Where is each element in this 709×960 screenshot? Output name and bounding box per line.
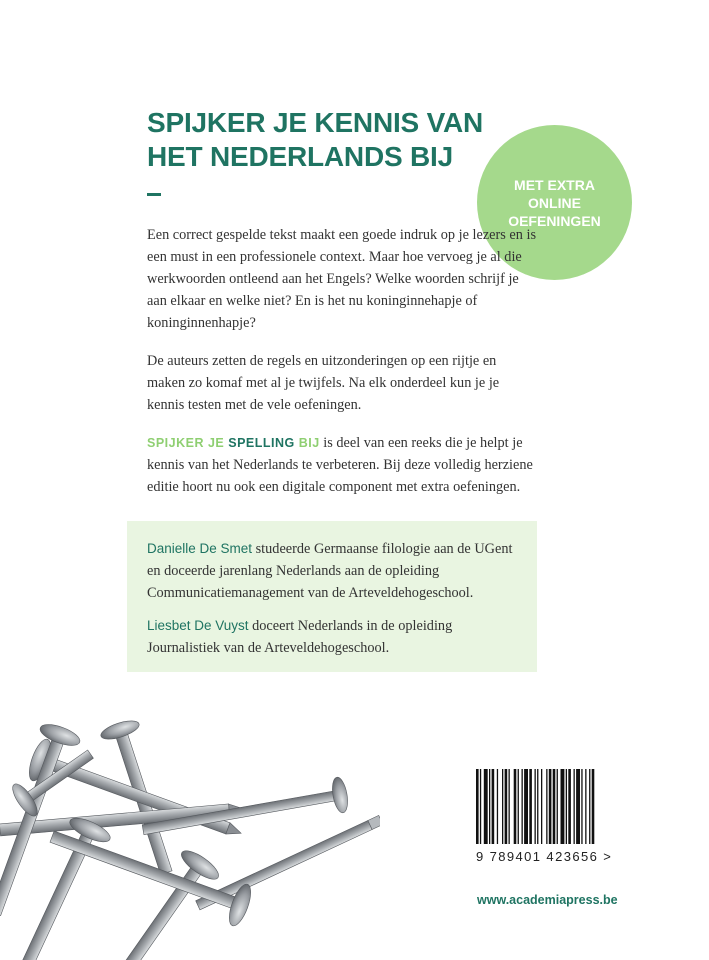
author-bio-2-text: doceert Nederlands in de opleiding Journalistiek van de Arteveldehogeschool. (147, 618, 453, 656)
isbn-number: 9 789401 423656 > (476, 849, 613, 864)
headline-dash (147, 193, 161, 196)
barcode (474, 769, 634, 844)
barcode-bar (576, 769, 580, 844)
blurb-paragraph-3-text: is deel van een reeks die je helpt je kennis van het Nederlands te verbeteren. Bij deze volledig herziene editie hoort nu ook een digitale component met extra oefeningen. (147, 435, 533, 495)
badge-line-3: OEFENINGEN (508, 212, 601, 229)
barcode-bar (529, 769, 532, 844)
barcode-bar (568, 769, 571, 844)
barcode-bar (566, 769, 567, 844)
barcode-bar (535, 769, 536, 844)
barcode-bar (524, 769, 528, 844)
blurb-paragraph-2: De auteurs zetten de regels en uitzonderingen op een rijtje en maken zo komaf met al je twijfels. Na elk onderdeel kun je je kennis testen met de vele oefeningen. (147, 353, 500, 413)
barcode-bar (484, 769, 488, 844)
barcode-bar (557, 769, 558, 844)
barcode-bar (505, 769, 508, 844)
barcode-bar (546, 769, 547, 844)
barcode-bar (592, 769, 595, 844)
badge-line-1: MET EXTRA (514, 176, 595, 193)
author-bio-1 (147, 538, 527, 604)
barcode-bar (537, 769, 538, 844)
barcode-bar (480, 769, 481, 844)
barcode-bar (489, 769, 490, 844)
barcode-bar (518, 769, 519, 844)
blurb-paragraph-1: Een correct gespelde tekst maakt een goede indruk op je lezers en is een must in een professionele context. Maar hoe vervoeg je al die werkwoorden ontleend aan het Engels? Welke woorden schrijf je aan elkaar en welke niet? En is het nu koninginnehapje of koninginnenhapje? (147, 227, 537, 331)
blurb-paragraph-3 (147, 432, 537, 498)
blurb (147, 224, 537, 514)
barcode-bar (522, 769, 523, 844)
barcode-bar (476, 769, 479, 844)
barcode-bar (553, 769, 556, 844)
series-title-part-1: SPIJKER JE (147, 436, 229, 450)
barcode-bar (514, 769, 517, 844)
barcode-bar (502, 769, 503, 844)
publisher-website: www.academiapress.be (477, 893, 618, 907)
barcode-bar (589, 769, 590, 844)
series-title-part-3: BIJ (294, 436, 320, 450)
badge-line-2: ONLINE (528, 194, 581, 211)
barcode-bar (585, 769, 586, 844)
barcode-bar (574, 769, 575, 844)
author-bio-2 (147, 615, 527, 659)
barcode-bar (581, 769, 582, 844)
barcode-bar (561, 769, 565, 844)
headline-line-2: HET NEDERLANDS BIJ (147, 141, 453, 172)
barcode-bar (549, 769, 552, 844)
author-name-1: Danielle De Smet (147, 541, 253, 556)
headline-line-1: SPIJKER JE KENNIS VAN (147, 107, 484, 138)
barcode-bar (497, 769, 498, 844)
barcode-bar (541, 769, 542, 844)
barcode-bar (492, 769, 495, 844)
author-bio-1-text: studeerde Germaanse filologie aan de UGent en doceerde jarenlang Nederlands aan de opleiding Communicatiemanagement van de Arteveldehogeschool. (147, 541, 513, 601)
series-title-part-2: SPELLING (228, 436, 295, 450)
author-name-2: Liesbet De Vuyst (147, 618, 249, 633)
headline (147, 106, 507, 174)
barcode-bar (509, 769, 510, 844)
author-bio-panel (127, 521, 537, 672)
nails-illustration (0, 680, 380, 960)
